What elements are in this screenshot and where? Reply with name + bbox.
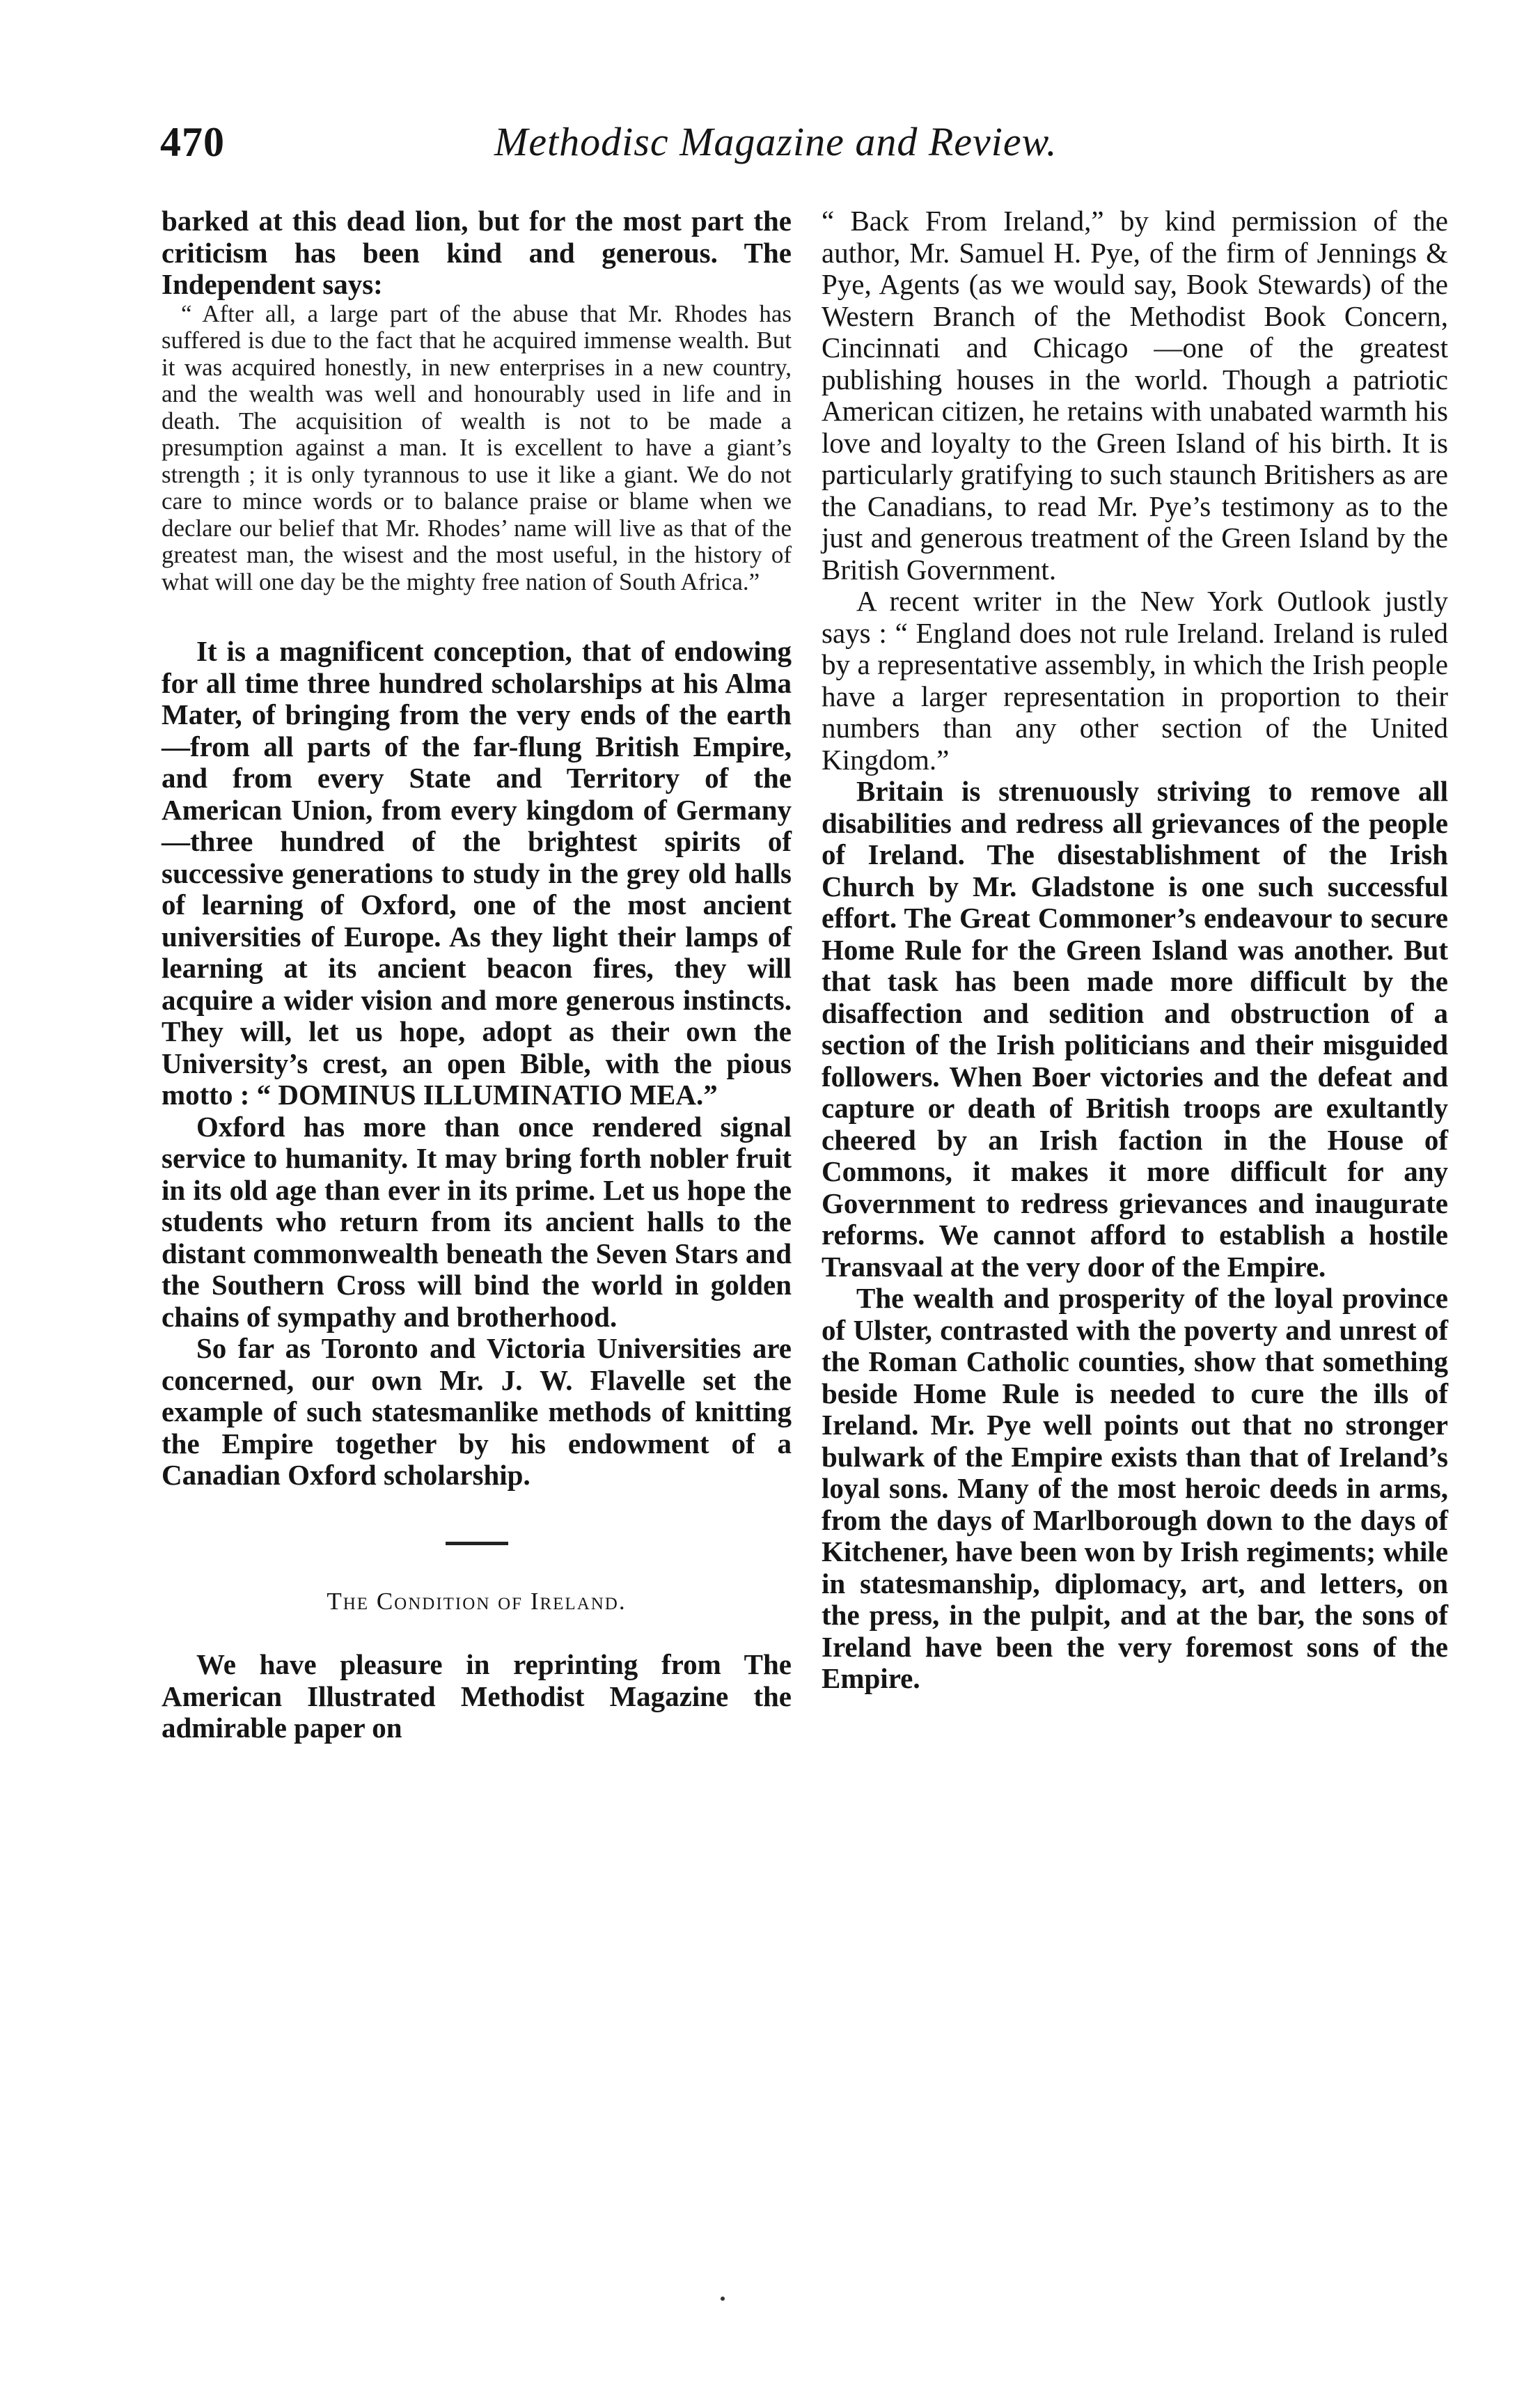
left-paragraph-5: We have pleasure in reprinting from The American Illustrated Methodist Magazine the admirable paper on bbox=[162, 1648, 792, 1744]
left-paragraph-2: It is a magnificent conception, that of endowing for all time three hundred scholarships at his Alma Mater, of bringing from the very ends of the earth—from all parts of the far-flung British Empire, and from every State and Territory of the American Union, from every kingdom of Germany—three hundred of the brightest spirits of successive generations to study in the grey old halls of learning of Oxford, one of the most ancient universities of Europe. As they light their lamps of learning at its ancient beacon fires, they will acquire a wider vision and more generous instincts. They will, let us hope, adopt as their own the University’s crest, an open Bible, with the pious motto : “ DOMINUS ILLUMINATIO MEA.” bbox=[162, 635, 792, 1111]
right-paragraph-4: The wealth and prosperity of the loyal province of Ulster, contrasted with the poverty and unrest of the Roman Catholic counties, show that something beside Home Rule is needed to cure the ills of Ireland. Mr. Pye well points out that no stronger bulwark of the Empire exists than that of Ireland’s loyal sons. Many of the most heroic deeds in arms, from the days of Marlborough down to the days of Kitchener, have been won by Irish regiments; while in statesmanship, diplomacy, art, and letters, on the press, in the pulpit, and at the bar, the sons of Ireland have been the very foremost sons of the Empire. bbox=[822, 1282, 1448, 1694]
left-paragraph-4: So far as Toronto and Victoria Universities are concerned, our own Mr. J. W. Flavelle set the example of such statesmanlike methods of knitting the Empire together by his endowment of a Canadian Oxford scholarship. bbox=[162, 1332, 792, 1491]
left-paragraph-3: Oxford has more than once rendered signal service to humanity. It may bring forth nobler fruit in its old age than ever in its prime. Let us hope the students who return from its ancient halls to the distant commonwealth beneath the Seven Stars and the Southern Cross will bind the world in golden chains of sympathy and brotherhood. bbox=[162, 1110, 792, 1333]
independent-quote: “ After all, a large part of the abuse that Mr. Rhodes has suffered is due to the fact that he acquired immense wealth. But it was acquired honestly, in new enterprises in a new country, and the wealth was well and honourably used in life and in death. The acquisition of wealth is not to be made a presumption against a man. It is excellent to have a giant’s strength ; it is only tyrannous to use it like a giant. We do not care to mince words or to balance praise or blame when we declare our belief that Mr. Rhodes’ name will live as that of the greatest man, the wisest and the most useful, in the history of what will one day be the mighty free nation of South Africa.” bbox=[162, 299, 792, 595]
left-paragraph-1: barked at this dead lion, but for the most part the criticism has been kind and generous. The Independent says: bbox=[162, 205, 792, 300]
right-paragraph-3: Britain is strenuously striving to remove all disabilities and redress all grievances of the people of Ireland. The disestablishment of the Irish Church by Mr. Gladstone is one such successful effort. The Great Commoner’s endeavour to secure Home Rule for the Green Island was another. But that task has been made more difficult by the disaffection and sedition and obstruction of a section of the Irish politicians and their misguided followers. When Boer victories and the defeat and capture or death of British troops are exultantly cheered by an Irish faction in the House of Commons, it makes it more difficult for any Government to redress grievances and inaugurate reforms. We cannot afford to establish a hostile Transvaal at the very door of the Empire. bbox=[822, 775, 1448, 1283]
right-paragraph-1: “ Back From Ireland,” by kind permission of the author, Mr. Samuel H. Pye, of the firm of Jennings & Pye, Agents (as we would say, Book Stewards) of the Western Branch of the Methodist Book Concern, Cincinnati and Chicago —one of the greatest publishing houses in the world. Though a patriotic American citizen, he retains with unabated warmth his love and loyalty to the Green Island of his birth. It is particularly gratifying to such staunch Britishers as are the Canadians, to read Mr. Pye’s testimony as to the just and generous treatment of the Green Island by the British Government. bbox=[822, 205, 1448, 586]
right-column bbox=[822, 205, 1448, 1695]
page-number: 470 bbox=[160, 119, 225, 165]
page-header bbox=[160, 118, 1462, 181]
running-title: Methodisc Magazine and Review. bbox=[494, 119, 1058, 164]
section-divider bbox=[446, 1542, 508, 1545]
right-paragraph-2: A recent writer in the New York Outlook justly says : “ England does not rule Ireland. Ireland is ruled by a representative assembly, in which the Irish people have a larger representation in proportion to their numbers than any other section of the United Kingdom.” bbox=[822, 585, 1448, 776]
left-column bbox=[162, 205, 792, 1744]
print-speck bbox=[721, 2297, 725, 2301]
section-heading: The Condition of Ireland. bbox=[327, 1587, 627, 1615]
